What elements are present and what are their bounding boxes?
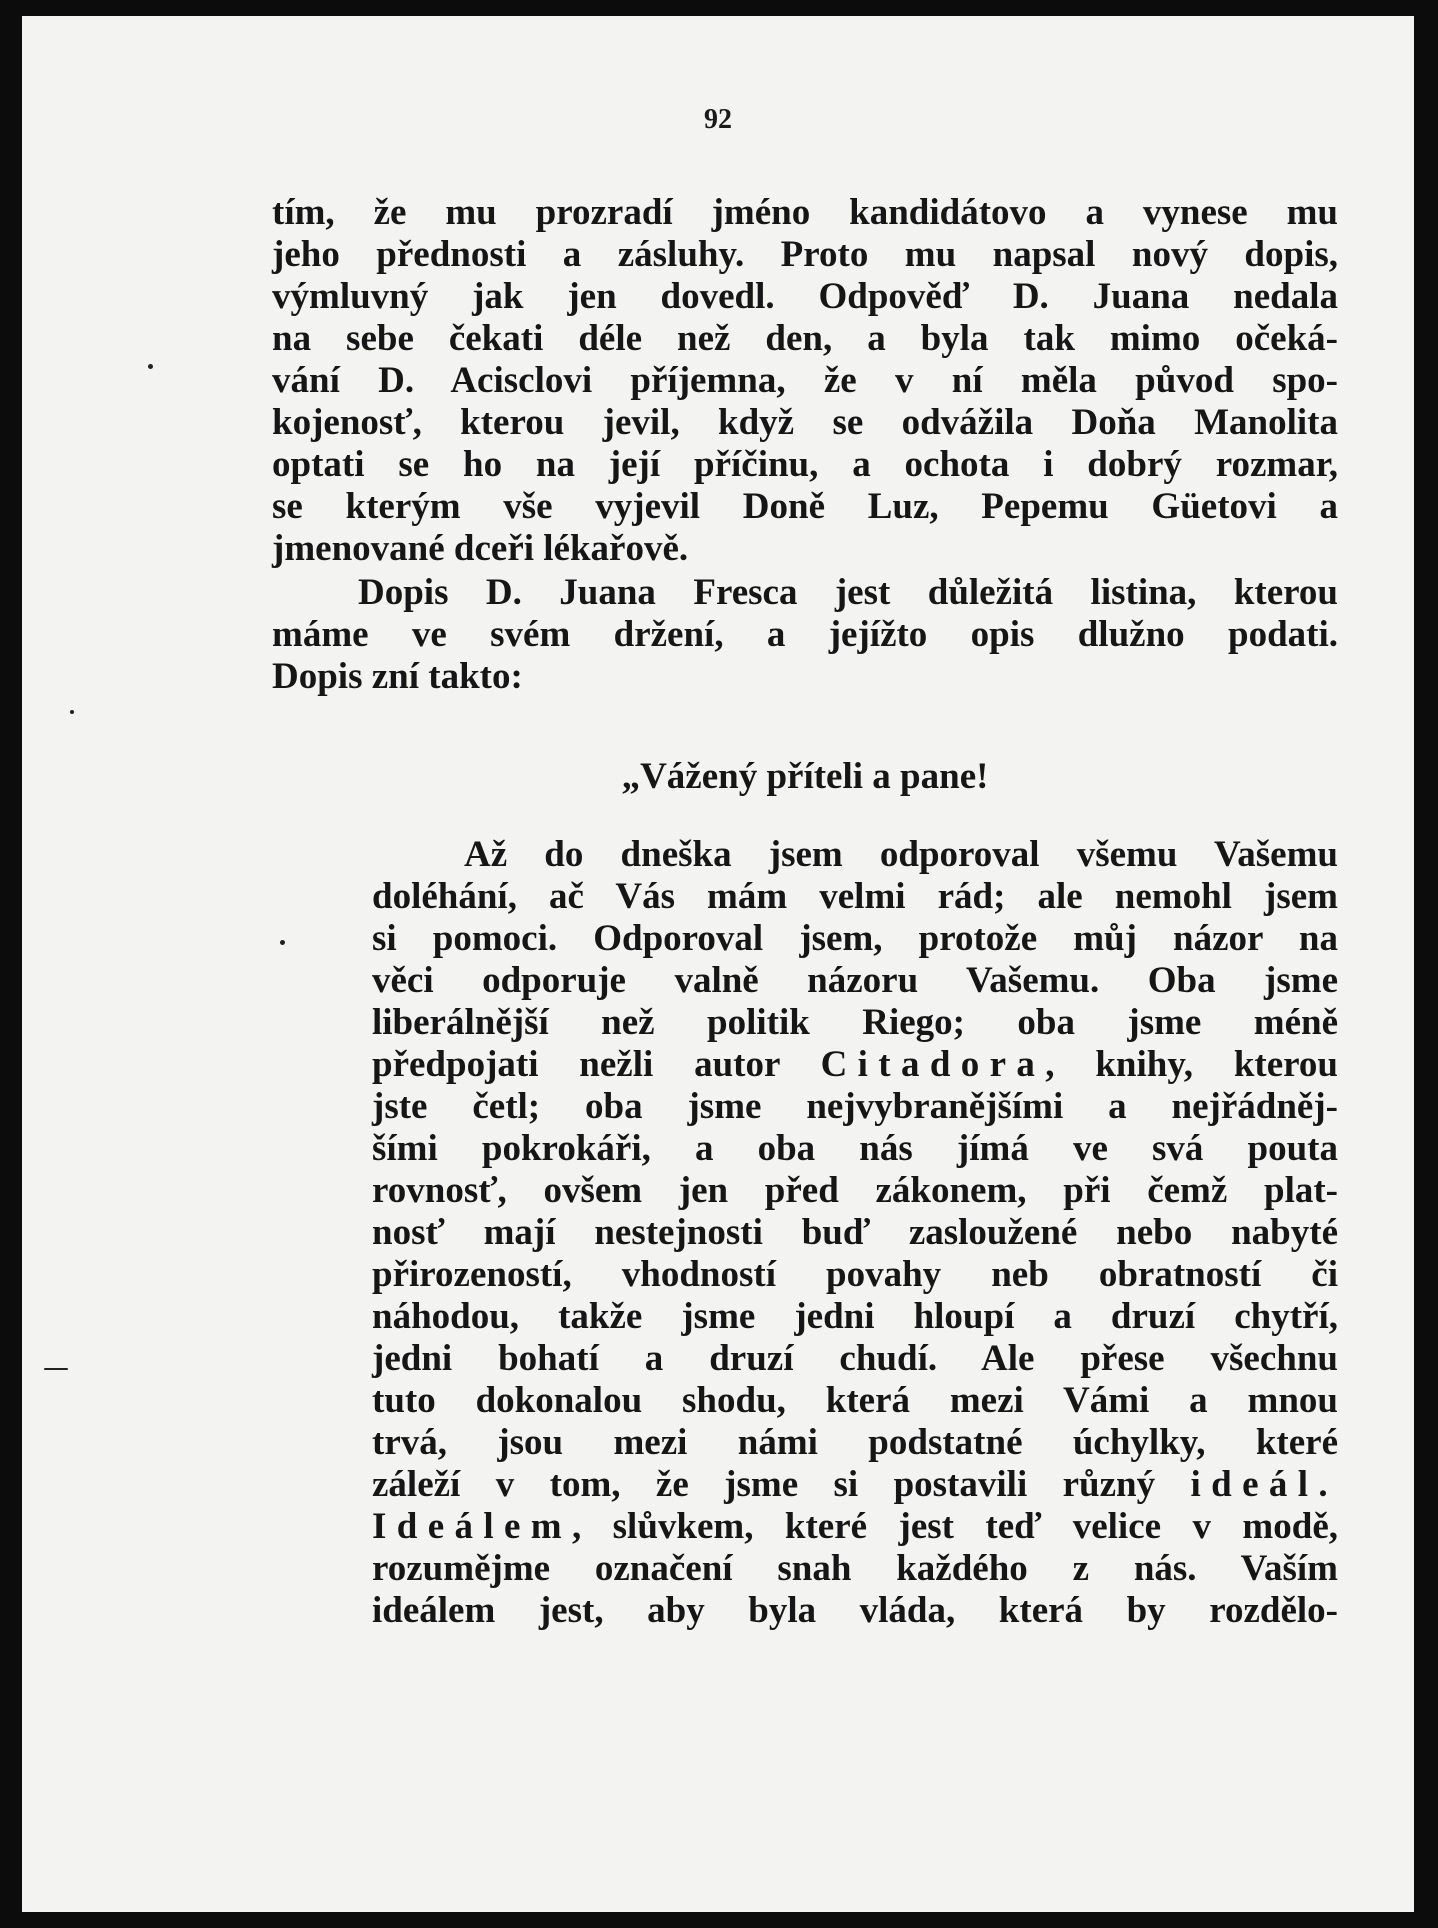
book-page	[22, 16, 1414, 1912]
letter-line: nosť mají nestejnosti buď zasloužené nebo nabyté	[372, 1212, 1338, 1253]
letter-line: věci odporuje valně názoru Vašemu. Oba jsme	[372, 960, 1338, 1001]
emphasized-word: Ideálem	[372, 1506, 572, 1547]
text-line: Dopis zní takto:	[272, 656, 523, 697]
text-line: na sebe čekati déle než den, a byla tak mimo očeká-	[272, 318, 1338, 359]
text-line: jeho přednosti a zásluhy. Proto mu napsal nový dopis,	[272, 234, 1338, 275]
text-line: vání D. Acisclovi příjemna, že v ní měla původ spo-	[272, 360, 1338, 401]
letter-line: doléhání, ač Vás mám velmi rád; ale nemohl jsem	[372, 876, 1338, 917]
letter-line: šími pokrokáři, a oba nás jímá ve svá pouta	[372, 1128, 1338, 1169]
letter-line: rovnosť, ovšem jen před zákonem, při čemž plat-	[372, 1170, 1338, 1211]
scan-speck	[44, 1368, 68, 1370]
letter-line	[372, 1044, 1338, 1086]
text-line: výmluvný jak jen dovedl. Odpověď D. Juana nedala	[272, 276, 1338, 317]
letter-line: tuto dokonalou shodu, která mezi Vámi a mnou	[372, 1380, 1338, 1421]
letter-line: jste četl; oba jsme nejvybranějšími a nejřádněj-	[372, 1086, 1338, 1127]
letter-line-part: , slůvkem, které jest teď velice v modě,	[571, 1506, 1338, 1547]
scan-speck	[280, 940, 285, 945]
letter-line	[372, 1506, 1338, 1548]
letter-line	[372, 1464, 1338, 1506]
text-line: Dopis D. Juana Fresca jest důležitá listina, kterou	[358, 572, 1338, 613]
letter-line: náhodou, takže jsme jedni hloupí a druzí chytří,	[372, 1296, 1338, 1337]
letter-line: jedni bohatí a druzí chudí. Ale přese všechnu	[372, 1338, 1338, 1379]
letter-line: si pomoci. Odporoval jsem, protože můj názor na	[372, 918, 1338, 959]
letter-line-part: , knihy, kterou	[1045, 1044, 1339, 1085]
letter-line-part: záleží v tom, že jsme si postavili různý	[372, 1464, 1156, 1505]
emphasized-title: Citadora	[820, 1044, 1046, 1085]
text-line: kojenosť, kterou jevil, když se odvážila Doňa Manolita	[272, 402, 1338, 443]
text-line: tím, že mu prozradí jméno kandidátovo a vynese mu	[272, 192, 1338, 233]
letter-line: Až do dneška jsem odporoval všemu Vašemu	[464, 834, 1338, 875]
page-number: 92	[704, 104, 732, 135]
letter-line: ideálem jest, aby byla vláda, která by rozdělo-	[372, 1590, 1338, 1631]
text-line: se kterým vše vyjevil Doně Luz, Pepemu Güetovi a	[272, 486, 1338, 527]
emphasized-word: ideál.	[1190, 1464, 1339, 1505]
text-line: jmenované dceři lékařově.	[272, 528, 689, 569]
letter-line: přirozeností, vhodností povahy neb obratností či	[372, 1254, 1338, 1295]
text-line: optati se ho na její příčinu, a ochota i dobrý rozmar,	[272, 444, 1338, 485]
letter-line: rozumějme označení snah každého z nás. Vaším	[372, 1548, 1338, 1589]
letter-line: trvá, jsou mezi námi podstatné úchylky, které	[372, 1422, 1338, 1463]
text-line: máme ve svém držení, a jejížto opis dlužno podati.	[272, 614, 1338, 655]
letter-line-part: předpojati nežli autor	[372, 1044, 780, 1085]
scan-speck	[70, 710, 74, 714]
scan-speck	[148, 364, 153, 369]
letter-salutation: „Vážený příteli a pane!	[621, 756, 989, 797]
letter-line: liberálnější než politik Riego; oba jsme méně	[372, 1002, 1338, 1043]
